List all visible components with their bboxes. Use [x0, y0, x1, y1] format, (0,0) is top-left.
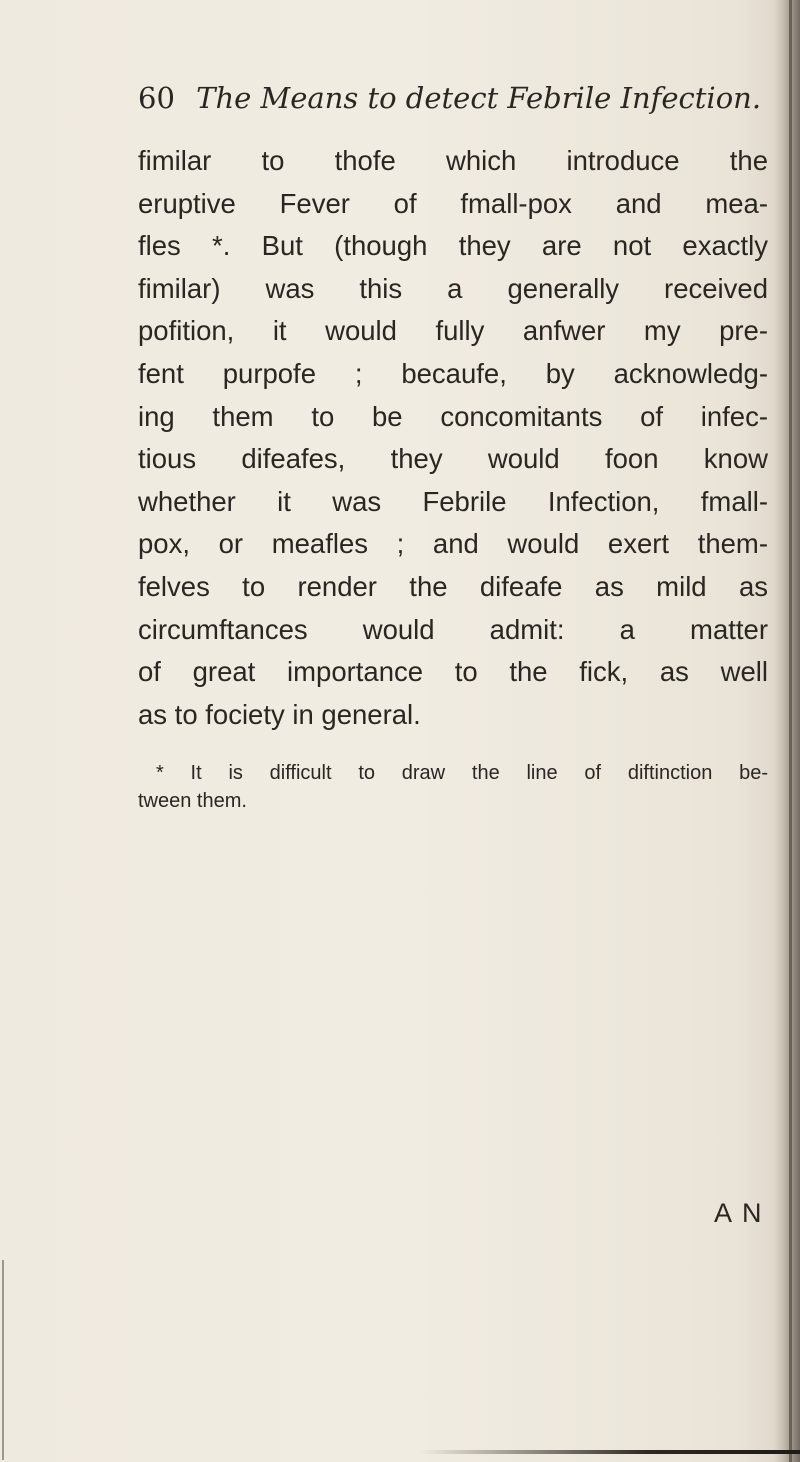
body-line: pofition, it would fully anfwer my pre- [138, 315, 768, 347]
body-line: as to fociety in general. [138, 698, 421, 730]
body-line: pox, or meafles ; and would exert them- [138, 528, 768, 560]
body-paragraph [138, 140, 768, 736]
page-left-edge [2, 1260, 4, 1460]
body-line: circumftances would admit: a matter [138, 613, 768, 645]
page-binding-shadow [774, 0, 800, 1462]
body-line: eruptive Fever of fmall-pox and mea- [138, 187, 768, 219]
body-line: fimilar to thofe which introduce the [138, 145, 768, 176]
running-head-title: The Means to detect Febrile Infection. [196, 81, 762, 115]
catchword: A N [714, 1198, 764, 1228]
body-line: fles *. But (though they are not exactly [138, 230, 768, 262]
body-line: fimilar) was this a generally received [138, 272, 768, 304]
page-number: 60 [138, 81, 175, 115]
body-line: felves to render the difeafe as mild as [138, 570, 768, 602]
body-line: of great importance to the fick, as well [138, 656, 768, 688]
page-binding-edge [789, 0, 792, 1462]
body-line: whether it was Febrile Infection, fmall- [138, 485, 768, 517]
page-bottom-edge [420, 1450, 800, 1454]
footnote-line: tween them. [138, 790, 247, 812]
footnote [138, 759, 768, 815]
footnote-line: * It is difficult to draw the line of diftinction be- [156, 762, 768, 784]
body-line: fent purpofe ; becaufe, by acknowledg- [138, 357, 768, 389]
running-head [138, 80, 762, 116]
body-line: ing them to be concomitants of infec- [138, 400, 768, 432]
body-line: tious difeafes, they would foon know [138, 443, 768, 475]
